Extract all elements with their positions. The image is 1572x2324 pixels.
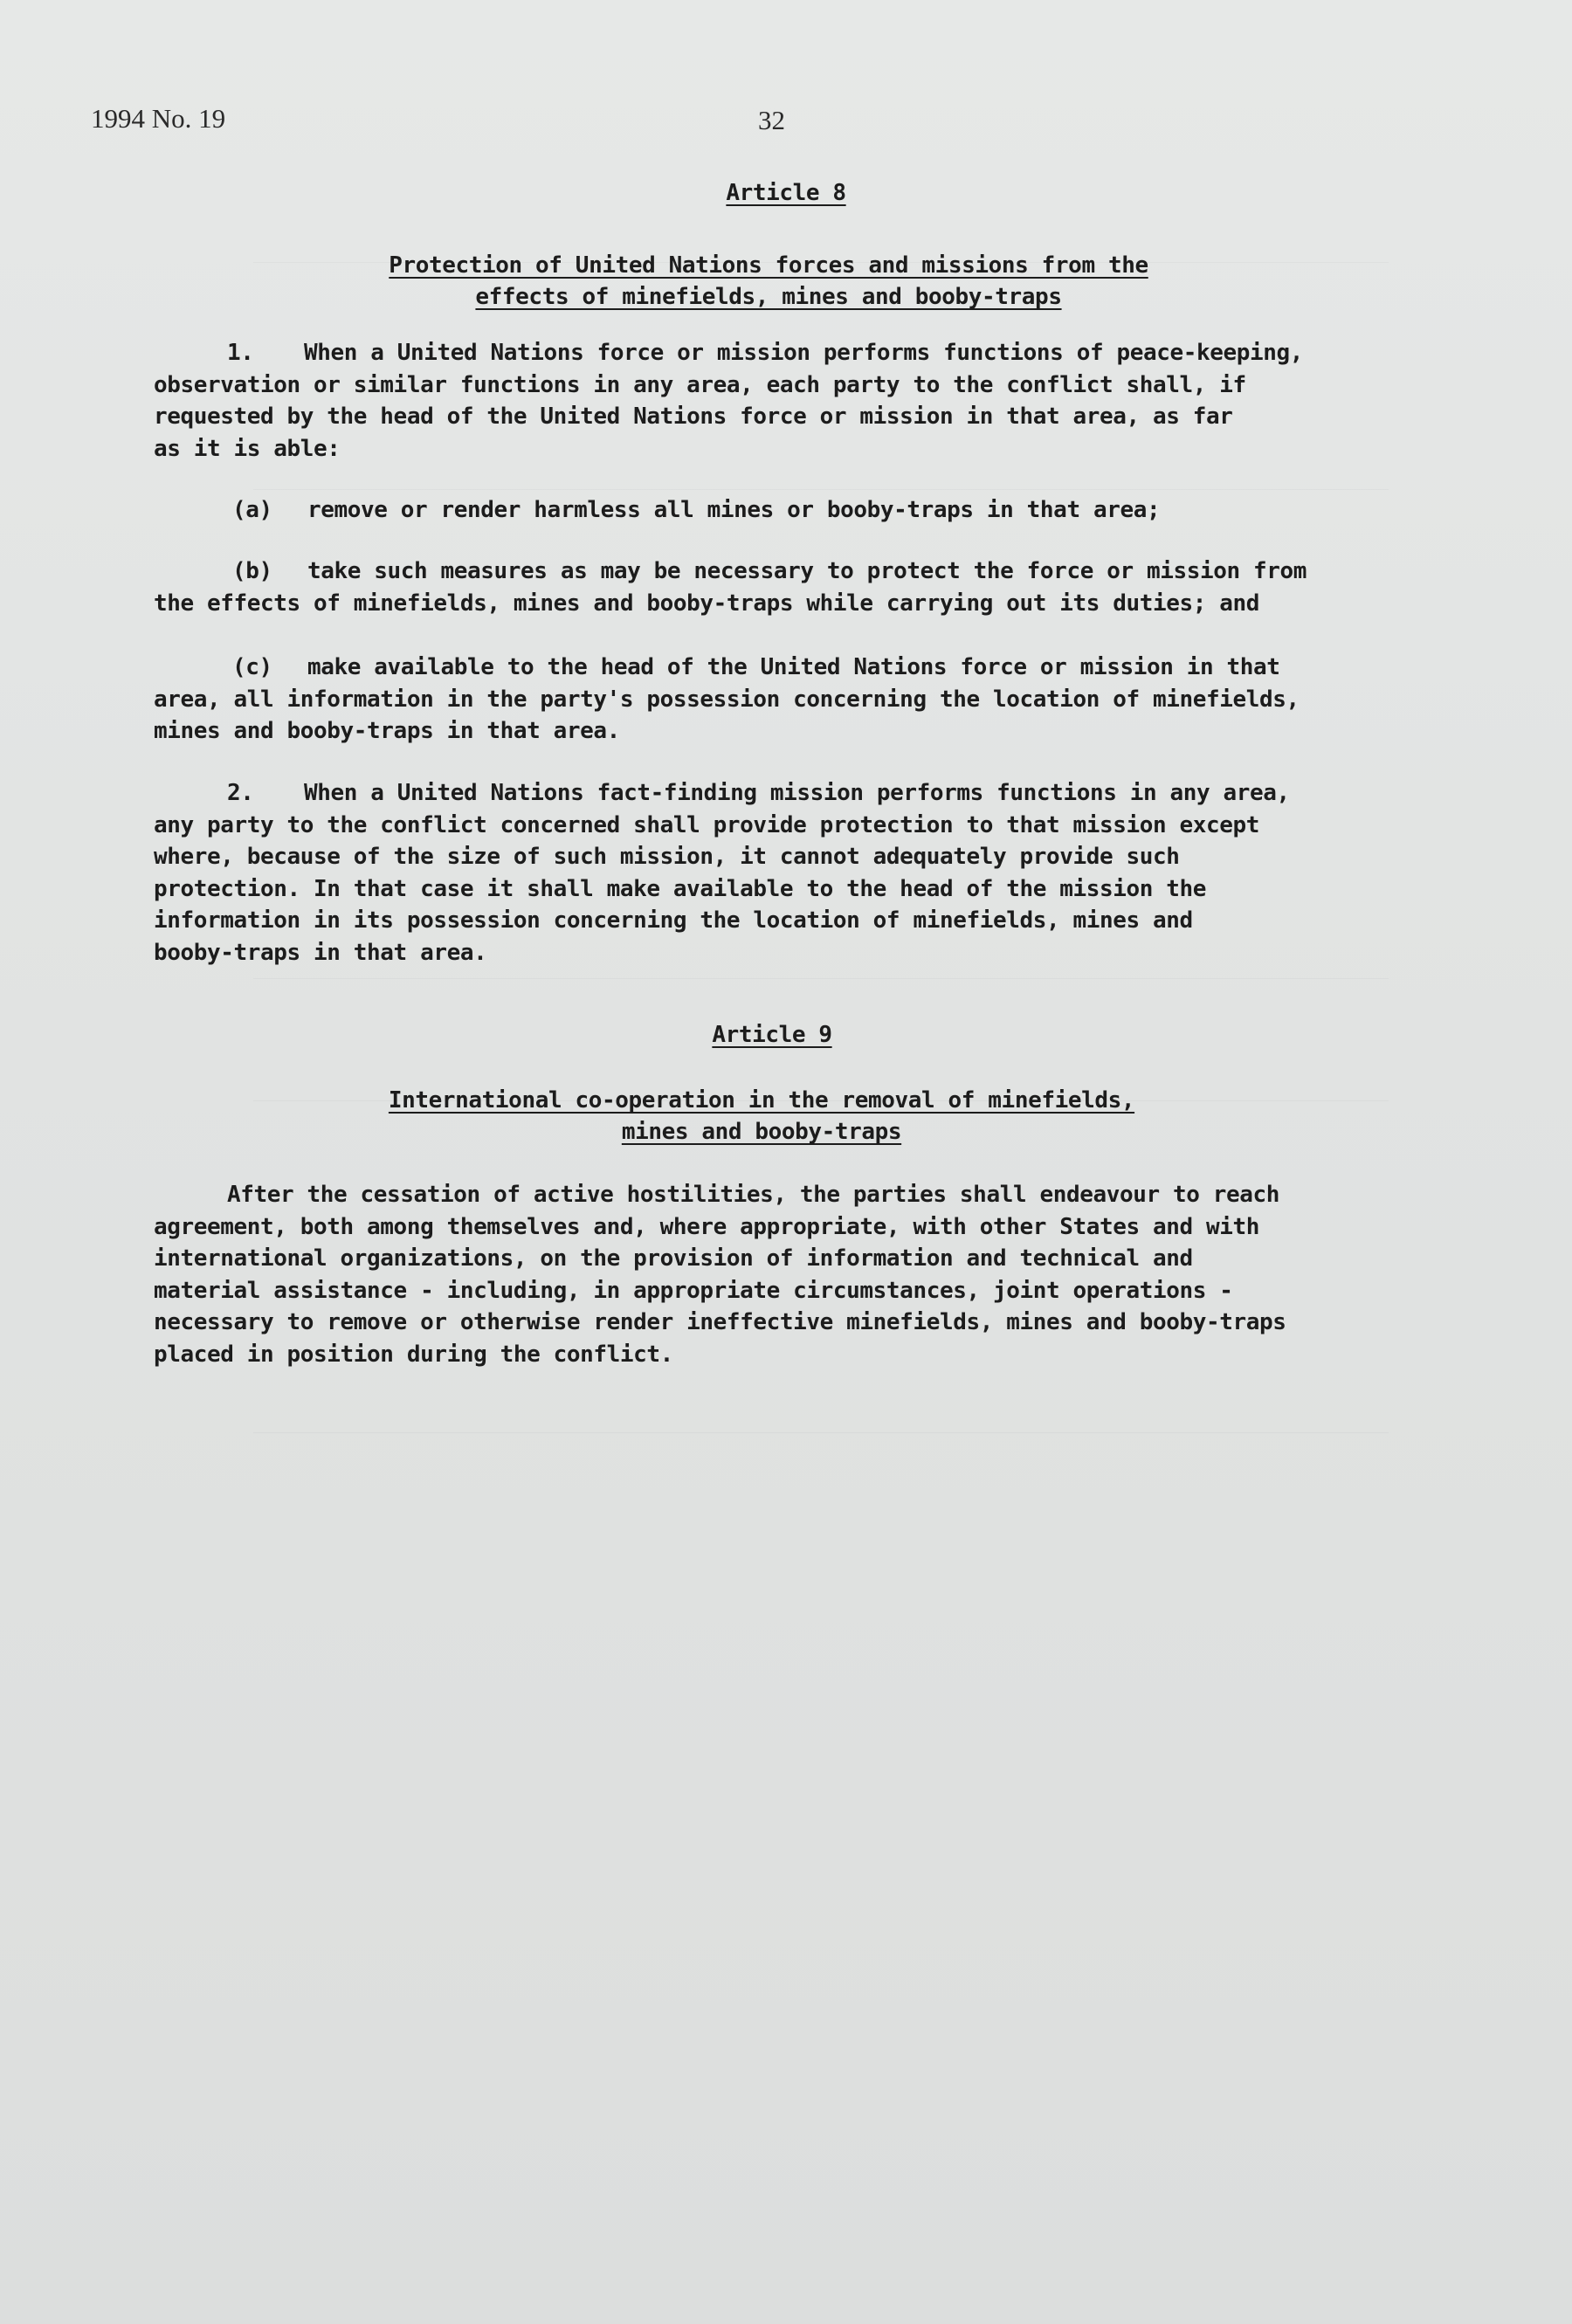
page-number: 32 — [758, 105, 785, 135]
item-label: (b) — [232, 558, 272, 584]
paragraph-line: information in its possession concerning the location of minefields, mines and — [154, 907, 1193, 934]
item-line: area, all information in the party's possession concerning the location of minefields, — [154, 686, 1300, 713]
article-8-heading — [0, 250, 1537, 313]
paragraph-line: international organizations, on the provision of information and technical and — [154, 1245, 1193, 1272]
paragraph-line: agreement, both among themselves and, where appropriate, with other States and with — [154, 1213, 1260, 1240]
paragraph-line: placed in position during the conflict. — [154, 1341, 673, 1368]
paragraph-line: material assistance - including, in appropriate circumstances, joint operations - — [154, 1277, 1233, 1304]
paragraph-line: any party to the conflict concerned shall provide protection to that mission except — [154, 811, 1260, 838]
paragraph-number: 1. — [227, 340, 254, 366]
paragraph-line: necessary to remove or otherwise render ineffective minefields, mines and booby-traps — [154, 1309, 1286, 1335]
paragraph-line: where, because of the size of such mission, it cannot adequately provide such — [154, 844, 1180, 870]
article-9-heading — [0, 1085, 1530, 1148]
bleed-through-line — [253, 978, 1389, 979]
paragraph-line: 2. When a United Nations fact-finding mission performs functions in any area, — [154, 777, 1446, 810]
bleed-through-line — [253, 1432, 1389, 1433]
article-8-paragraph-1 — [154, 337, 1446, 465]
paragraph-line: protection. In that case it shall make available to the head of the mission the — [154, 875, 1207, 902]
article-8-heading-line-1: Protection of United Nations forces and missions from the — [389, 252, 1148, 279]
item-line: (b) take such measures as may be necessary to protect the force or mission from — [154, 555, 1455, 588]
article-9-title: Article 9 — [712, 1022, 832, 1048]
paragraph-line: observation or similar functions in any area, each party to the conflict shall, if — [154, 371, 1246, 398]
item-label: (c) — [232, 654, 272, 680]
article-8-paragraph-2 — [154, 777, 1446, 969]
paragraph-line: requested by the head of the United Nations force or mission in that area, as far — [154, 403, 1233, 430]
article-9-paragraph — [154, 1179, 1446, 1370]
article-8-item-c — [154, 652, 1455, 748]
article-8-title: Article 8 — [726, 180, 846, 206]
paragraph-line: booby-traps in that area. — [154, 939, 487, 966]
paragraph-line: as it is able: — [154, 435, 341, 462]
item-label: (a) — [232, 497, 272, 523]
bleed-through-line — [253, 489, 1389, 490]
paragraph-line: After the cessation of active hostilities, the parties shall endeavour to reach — [227, 1182, 1280, 1208]
article-9-heading-line-2: mines and booby-traps — [621, 1119, 902, 1145]
item-line: the effects of minefields, mines and booby-traps while carrying out its duties; and — [154, 590, 1260, 617]
item-line: (a) remove or render harmless all mines or booby-traps in that area; — [154, 494, 1455, 527]
document-reference: 1994 No. 19 — [91, 103, 226, 134]
paragraph-number: 2. — [227, 780, 254, 806]
article-9-heading-line-1: International co-operation in the removal of minefields, — [388, 1087, 1135, 1114]
article-8-item-a — [154, 494, 1455, 527]
item-line: mines and booby-traps in that area. — [154, 718, 620, 744]
paragraph-line: 1. When a United Nations force or mission performs functions of peace-keeping, — [154, 337, 1446, 369]
item-line: (c) make available to the head of the United Nations force or mission in that — [154, 652, 1455, 684]
article-8-item-b — [154, 555, 1455, 619]
article-8-heading-line-2: effects of minefields, mines and booby-traps — [475, 284, 1062, 310]
